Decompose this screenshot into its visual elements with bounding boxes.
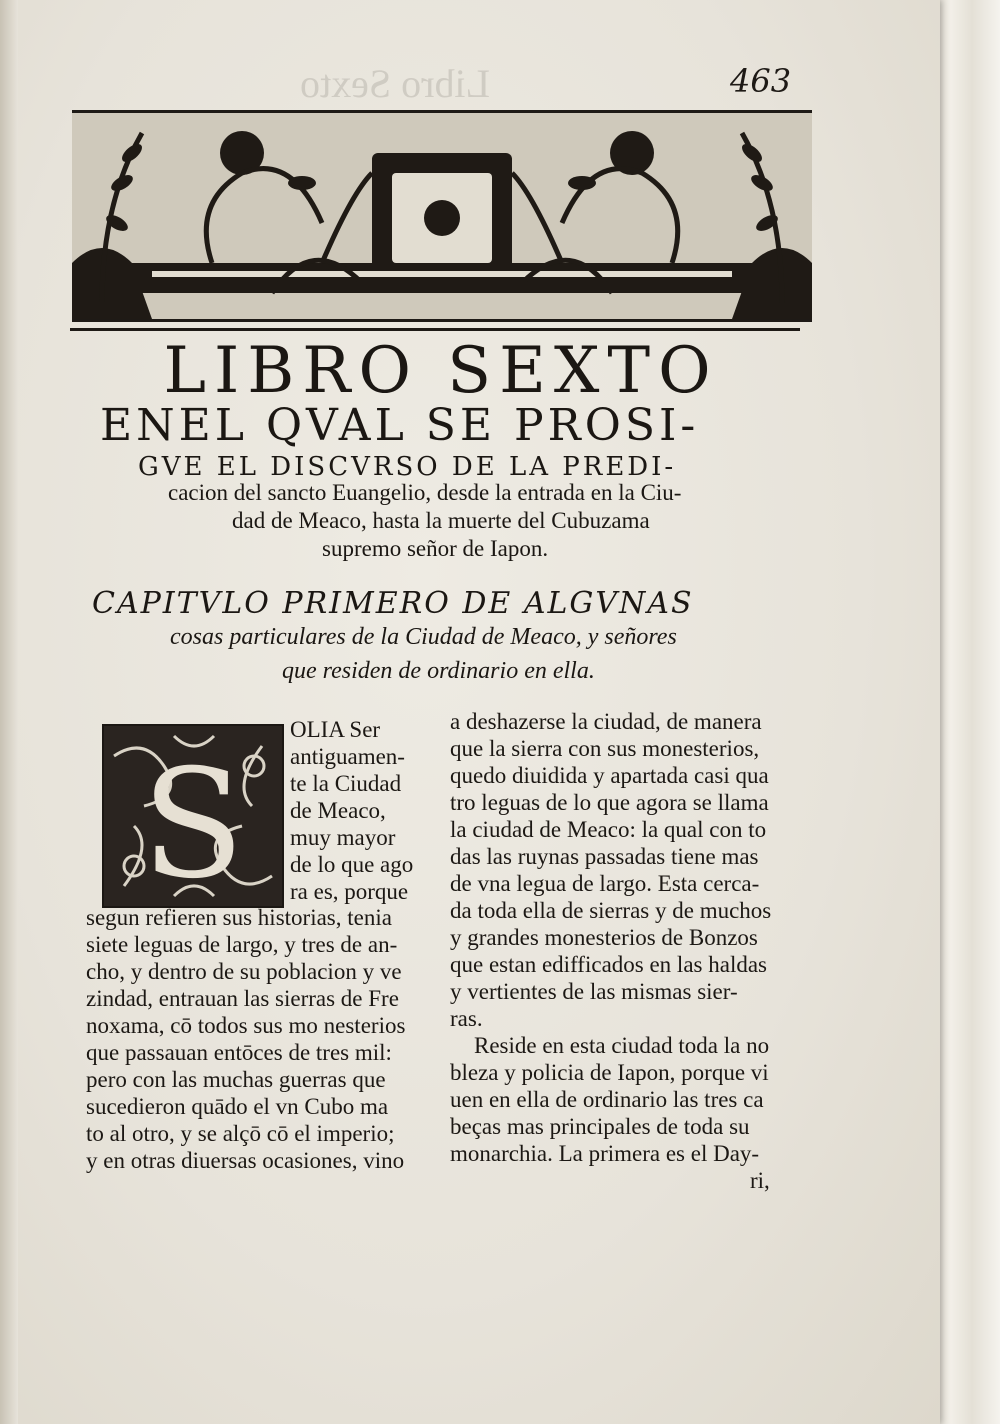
decorated-initial	[102, 724, 284, 908]
title-line-2: ENEL QVAL SE PROSI-	[100, 400, 700, 451]
column-left-bottom	[86, 904, 405, 1174]
text-line: de vna legua de largo. Esta cerca-	[450, 871, 760, 896]
text-line: que passauan entōces de tres mil:	[86, 1040, 392, 1065]
show-through-text: Libro Sexto	[300, 61, 490, 106]
text-line: monarchia. La primera es el Day-	[450, 1141, 760, 1166]
text-line: muy mayor	[290, 825, 396, 850]
text-line: siete leguas de largo, y tres de an-	[86, 932, 398, 957]
text-line: segun refieren sus historias, tenia	[86, 905, 392, 930]
text-line: y en otras diuersas ocasiones, vino	[86, 1148, 405, 1173]
title-line-3: GVE EL DISCVRSO DE LA PREDI-	[138, 452, 677, 482]
woodcut-ornament-image	[72, 113, 812, 319]
title-rule	[70, 328, 800, 331]
text-line: cho, y dentro de su poblacion y ve	[86, 959, 402, 984]
text-line: ra es, porque	[290, 879, 409, 904]
text-line: pero con las muchas guerras que	[86, 1067, 386, 1092]
text-line: de Meaco,	[290, 798, 386, 823]
text-line: y grandes monesterios de Bonzos	[450, 925, 758, 950]
text-line: que estan edifficados en las haldas	[450, 952, 767, 977]
chapter-title: CAPITVLO PRIMERO DE ALGVNAS	[92, 586, 694, 621]
text-line: que la sierra con sus monesterios,	[450, 736, 760, 761]
column-right	[450, 708, 771, 1194]
page-stack-edge	[930, 0, 1000, 1424]
text-line: y vertientes de las mismas sier-	[450, 979, 738, 1004]
text-line: sucedieron quādo el vn Cubo ma	[86, 1094, 389, 1119]
text-line: uen en ella de ordinario las tres ca	[450, 1087, 764, 1112]
text-line: quedo diuidida y apartada casi qua	[450, 763, 769, 788]
svg-text:S: S	[141, 738, 245, 906]
chapter-sub-line-2: que residen de ordinario en ella.	[282, 658, 595, 684]
title-sub-line-2: dad de Meaco, hasta la muerte del Cubuzama	[232, 508, 650, 533]
text-line: bleza y policia de Iapon, porque vi	[450, 1060, 769, 1085]
text-line: te la Ciudad	[290, 771, 402, 796]
text-line: de lo que ago	[290, 852, 414, 877]
text-line: la ciudad de Meaco: la qual con to	[450, 817, 767, 842]
page-number: 463	[730, 62, 792, 100]
text-line: noxama, cō todos sus mo nesterios	[86, 1013, 406, 1038]
text-line: da toda ella de sierras y de muchos	[450, 898, 772, 923]
text-line: tro leguas de lo que agora se llama	[450, 790, 769, 815]
ornamental-headpiece	[72, 110, 812, 322]
title-sub-line-3: supremo señor de Iapon.	[322, 536, 549, 561]
text-line: das las ruynas passadas tiene mas	[450, 844, 759, 869]
text-line: ras.	[450, 1006, 483, 1031]
column-left-top	[290, 716, 413, 905]
text-line: zindad, entrauan las sierras de Fre	[86, 986, 399, 1011]
text-line: a deshazerse la ciudad, de manera	[450, 709, 762, 734]
text-line: beças mas principales de toda su	[450, 1114, 750, 1139]
text-line: ri,	[750, 1168, 770, 1193]
text-line: to al otro, y se alçō cō el imperio;	[86, 1121, 395, 1146]
book-title: LIBRO SEXTO	[163, 334, 719, 408]
text-line: OLIA Ser	[290, 717, 381, 742]
initial-ornament	[104, 726, 282, 906]
gutter-shadow	[0, 0, 18, 1424]
text-line: antiguamen-	[290, 744, 405, 769]
title-sub-line-1: cacion del sancto Euangelio, desde la entrada en la Ciu-	[168, 480, 682, 505]
text-line: Reside en esta ciudad toda la no	[474, 1033, 770, 1058]
chapter-sub-line-1: cosas particulares de la Ciudad de Meaco, y señores	[170, 624, 677, 650]
